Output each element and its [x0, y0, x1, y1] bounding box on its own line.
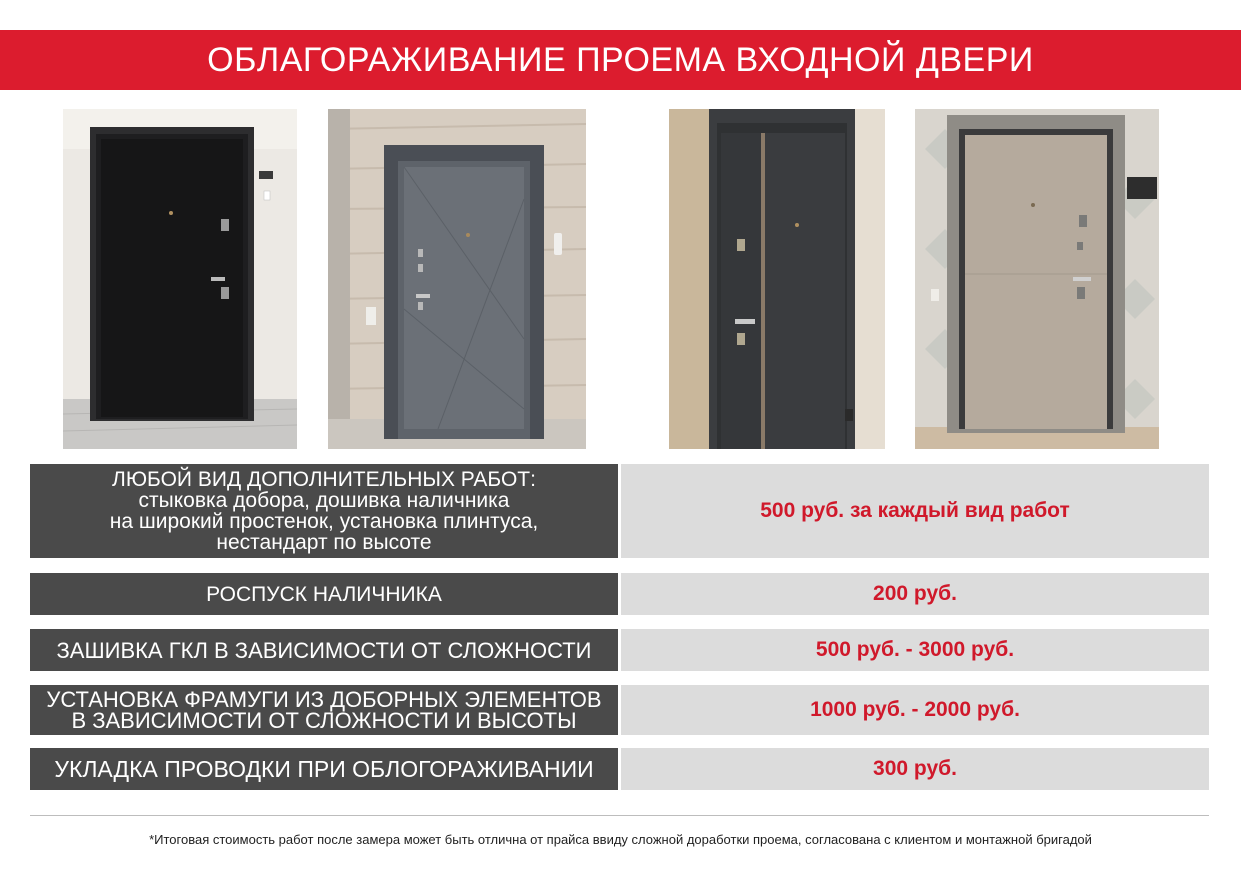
door-photo-grey-diagonal [328, 109, 586, 449]
price-value: 500 руб. за каждый вид работ [760, 499, 1070, 522]
service-detail: на широкий простенок, установка плинтуса, [109, 510, 539, 533]
price-value: 300 руб. [873, 757, 957, 780]
service-heading: ЗАШИВКА ГКЛ В ЗАВИСИМОСТИ ОТ СЛОЖНОСТИ [56, 637, 592, 663]
door-photo-beige [915, 109, 1159, 449]
divider [30, 815, 1209, 816]
service-cell [30, 464, 618, 558]
service-cell [30, 685, 618, 735]
price-row [30, 685, 1209, 735]
service-heading: УСТАНОВКА ФРАМУГИ ИЗ ДОБОРНЫХ ЭЛЕМЕНТОВ [46, 687, 602, 712]
price-row [30, 464, 1209, 558]
price-value: 200 руб. [873, 582, 957, 605]
price-cell [621, 464, 1209, 558]
price-row [30, 748, 1209, 790]
service-cell [30, 573, 618, 615]
price-cell [621, 748, 1209, 790]
price-cell [621, 573, 1209, 615]
price-value: 500 руб. - 3000 руб. [815, 638, 1015, 661]
service-cell [30, 748, 618, 790]
service-cell [30, 629, 618, 671]
page-title: ОБЛАГОРАЖИВАНИЕ ПРОЕМА ВХОДНОЙ ДВЕРИ [207, 40, 1034, 79]
service-heading: В ЗАВИСИМОСТИ ОТ СЛОЖНОСТИ И ВЫСОТЫ [71, 708, 577, 733]
door-photo-dark-black [63, 109, 297, 449]
price-row [30, 629, 1209, 671]
price-row [30, 573, 1209, 615]
price-cell [621, 629, 1209, 671]
footnote: *Итоговая стоимость работ после замера может быть отлична от прайса ввиду сложной доработки проема, согласована с клиентом и монтажной бригадой [149, 832, 1092, 847]
page-title-banner [0, 30, 1241, 90]
service-heading: РОСПУСК НАЛИЧНИКА [206, 582, 442, 606]
price-value: 1000 руб. - 2000 руб. [810, 698, 1020, 721]
service-detail: стыковка добора, дошивка наличника [138, 489, 510, 512]
door-photo-dark-vertical-insert [669, 109, 885, 449]
service-detail: нестандарт по высоте [216, 531, 432, 554]
service-heading: УКЛАДКА ПРОВОДКИ ПРИ ОБЛОГОРАЖИВАНИИ [54, 755, 594, 782]
price-cell [621, 685, 1209, 735]
service-heading: ЛЮБОЙ ВИД ДОПОЛНИТЕЛЬНЫХ РАБОТ: [112, 468, 536, 491]
